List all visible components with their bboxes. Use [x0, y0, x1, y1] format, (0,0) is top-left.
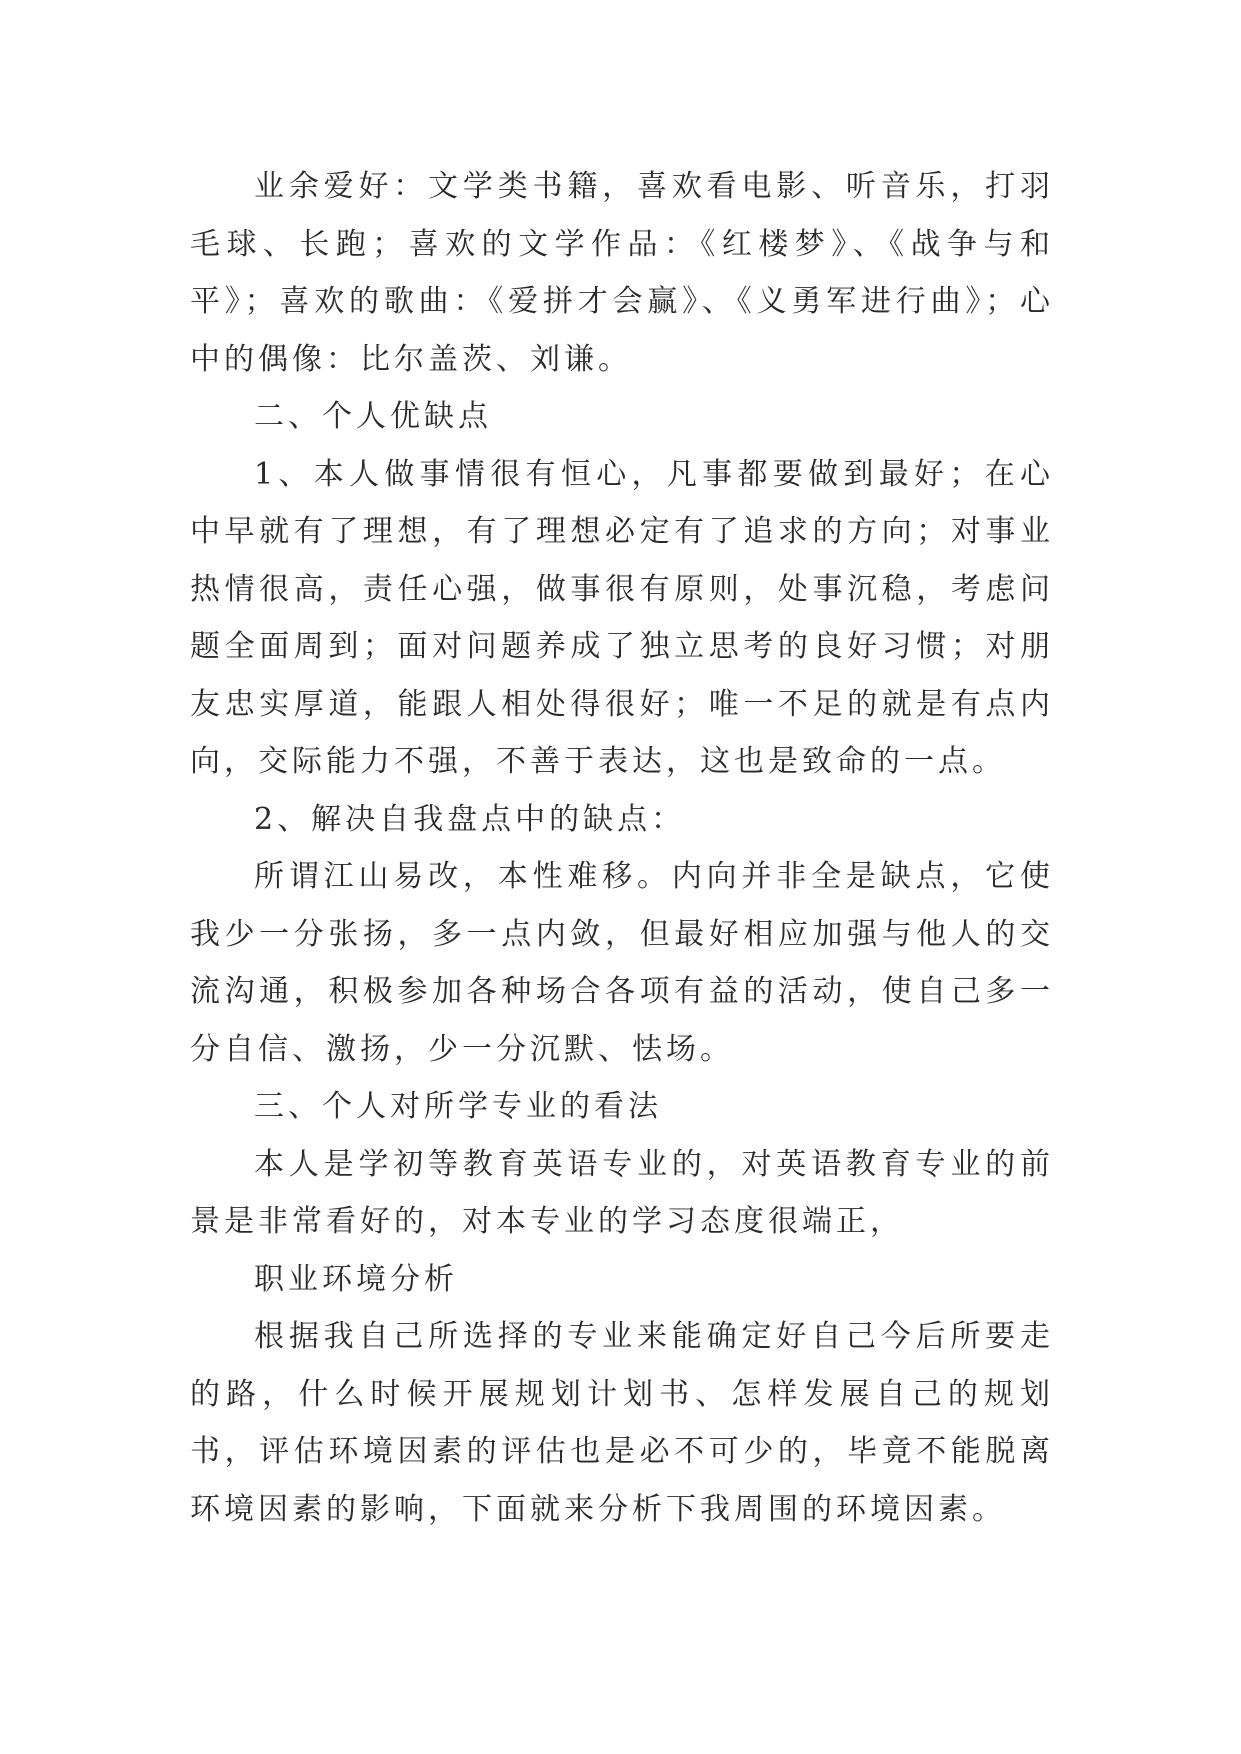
- paragraph-career-environment: 根据我自己所选择的专业来能确定好自己今后所要走的路，什么时候开展规划计划书、怎样发展自己的规划书，评估环境因素的评估也是必不可少的，毕竟不能脱离环境因素的影响，下面就来分析下我周围的环境因素。: [190, 1319, 1054, 1527]
- paragraph-major-views: 本人是学初等教育英语专业的，对英语教育专业的前景是非常看好的，对本专业的学习态度很端正，: [190, 1146, 1054, 1239]
- paragraph-resolve-weaknesses: 所谓江山易改，本性难移。内向并非全是缺点，它使我少一分张扬，多一点内敛，但最好相应加强与他人的交流沟通，积极参加各种场合各项有益的活动，使自己多一分自信、激扬，少一分沉默、怯场。: [190, 859, 1054, 1067]
- section-heading-strengths-weaknesses: 二、个人优缺点: [254, 399, 492, 434]
- subheading-career-environment: 职业环境分析: [254, 1261, 458, 1297]
- subheading-resolve-weaknesses: 2、解决自我盘点中的缺点：: [254, 801, 686, 837]
- document-body: [190, 158, 1054, 1538]
- paragraph-strengths: 1、本人做事情很有恒心，凡事都要做到最好；在心中早就有了理想，有了理想必定有了追求的方向；对事业热情很高，责任心强，做事很有原则，处事沉稳，考虑问题全面周到；面对问题养成了独立思考的良好习惯；对朋友忠实厚道，能跟人相处得很好；唯一不足的就是有点内向，交际能力不强，不善于表达，这也是致命的一点。: [190, 456, 1054, 779]
- paragraph-hobbies: 业余爱好：文学类书籍，喜欢看电影、听音乐，打羽毛球、长跑；喜欢的文学作品：《红楼梦》、《战争与和平》；喜欢的歌曲：《爱拼才会赢》、《义勇军进行曲》；心中的偶像：比尔盖茨、刘谦。: [190, 169, 1054, 377]
- section-heading-major-views: 三、个人对所学专业的看法: [254, 1089, 662, 1124]
